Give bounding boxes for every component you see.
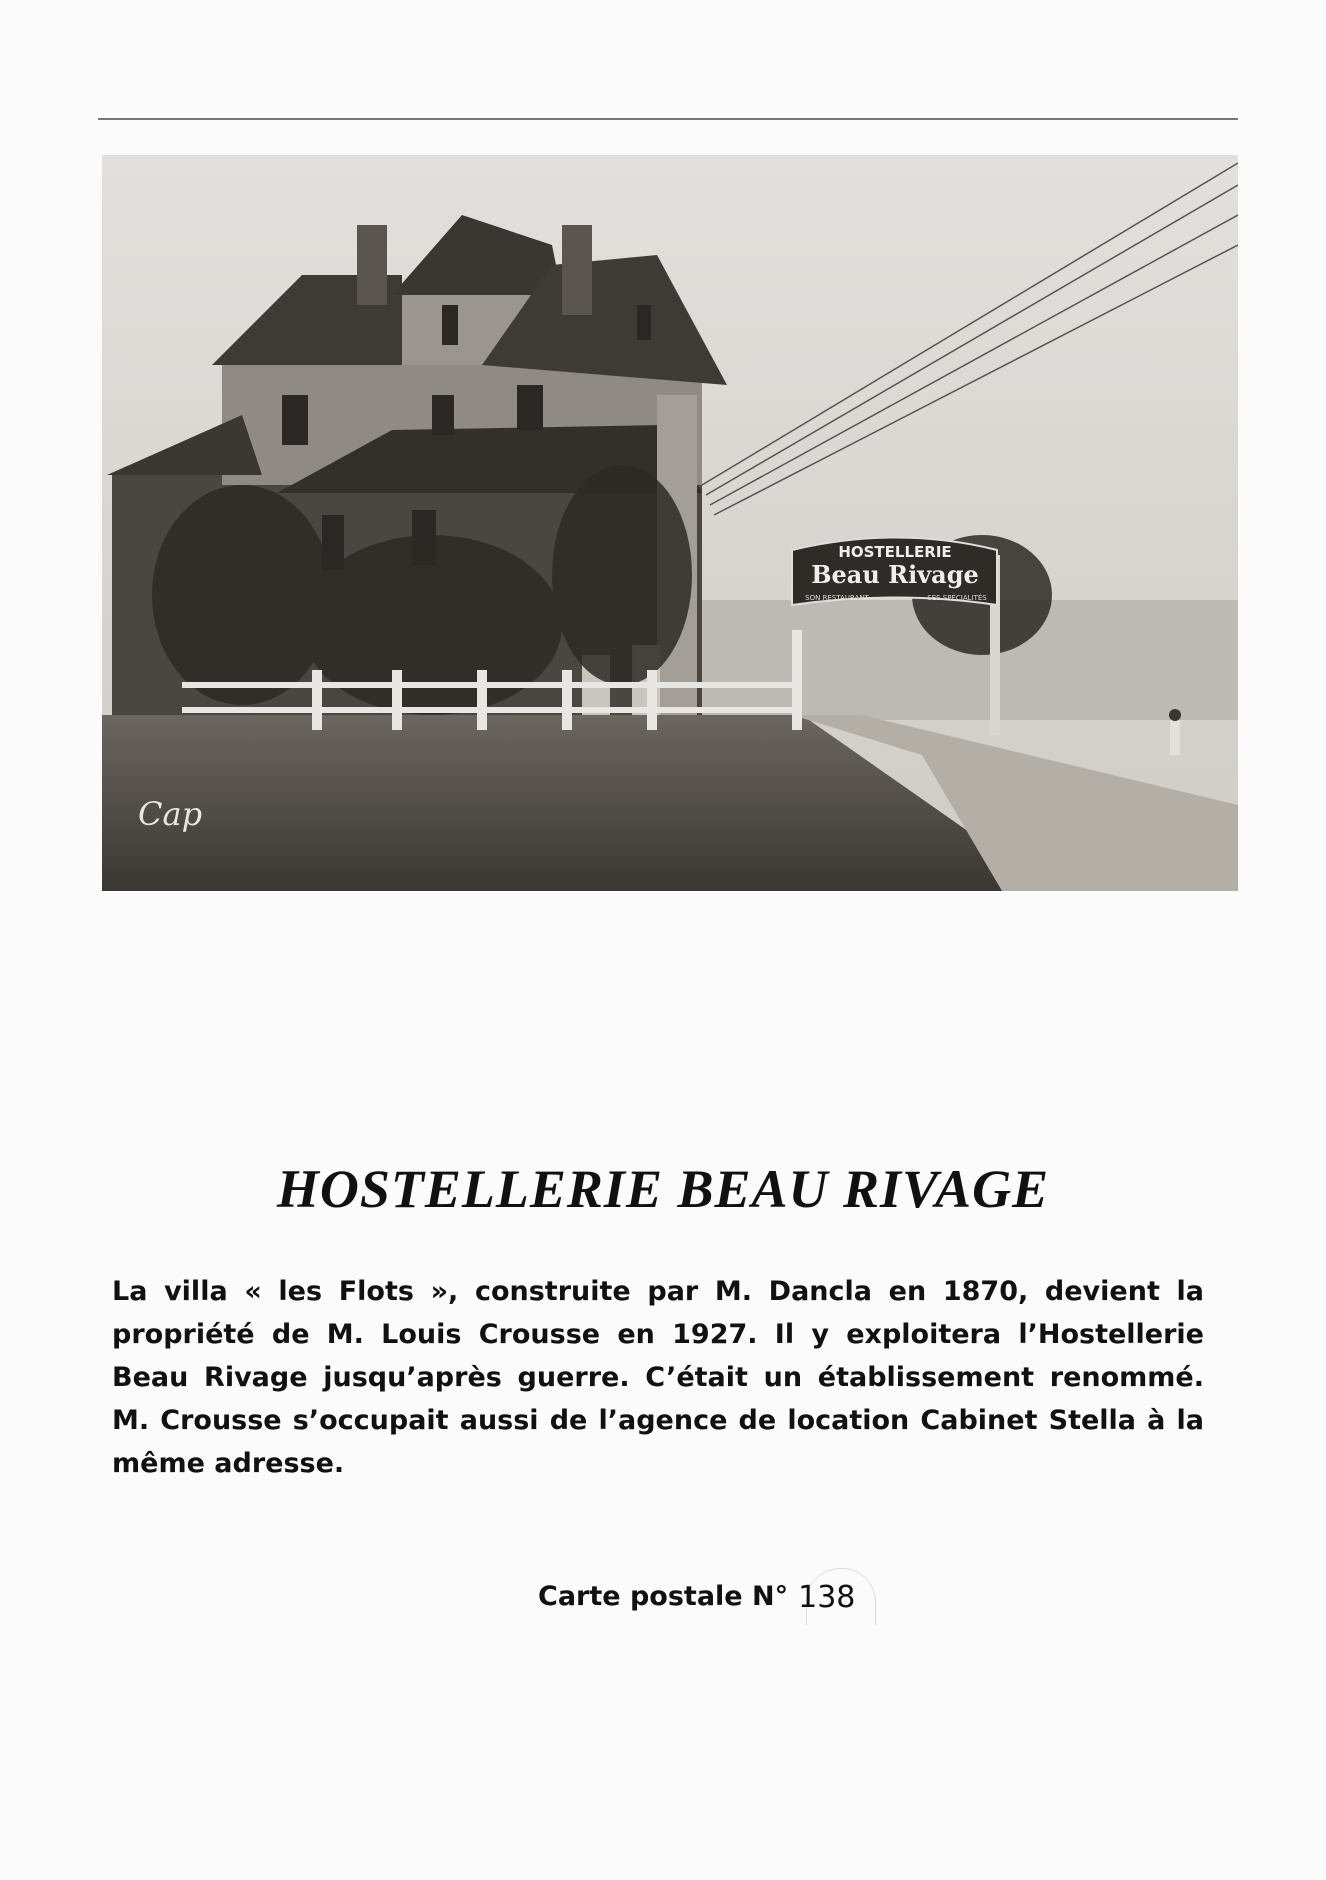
- postcard-label: Carte postale N°: [538, 1581, 789, 1612]
- postcard-photo: [102, 155, 1238, 891]
- postcard-caption: [538, 1578, 855, 1613]
- description-paragraph: La villa « les Flots », construite par M. Dancla en 1870, devient la propriété de M. Louis Crousse en 1927. Il y exploitera l’Hostellerie Beau Rivage jusqu’après guerre. C’était un établissement renommé. M. Crousse s’occupait aussi de l’agence de location Cabinet Stella à la même adresse.: [112, 1276, 1204, 1479]
- page-title: HOSTELLERIE BEAU RIVAGE: [276, 1159, 1050, 1219]
- cap-logo: Cap: [138, 795, 203, 833]
- top-rule: [98, 118, 1238, 120]
- sign-left-text: SON RESTAURANT: [805, 594, 869, 602]
- sign-main-text: Beau Rivage: [811, 560, 979, 589]
- sign-top-text: HOSTELLERIE: [838, 543, 952, 561]
- hostellerie-sign: [792, 538, 997, 606]
- sign-right-text: SES SPÉCIALITÉS: [927, 594, 987, 602]
- villa-photo-illustration: [102, 155, 1238, 891]
- postcard-number: 138: [798, 1580, 856, 1615]
